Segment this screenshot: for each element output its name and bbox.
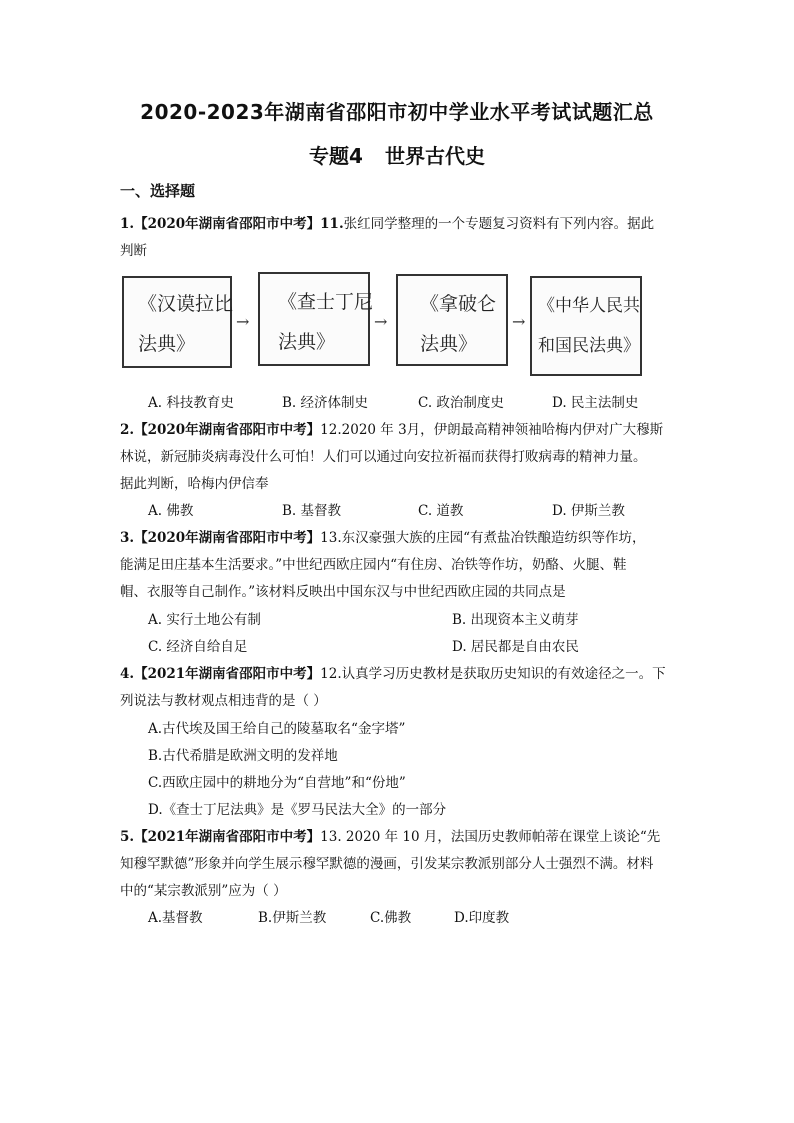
question-4-option-d: D.《查士丁尼法典》是《罗马民法大全》的一部分 — [148, 802, 447, 818]
flow-box-label: 法典》 — [420, 333, 478, 355]
flow-box-label: 和国民法典》 — [538, 336, 640, 356]
question-4-line-1 — [120, 662, 666, 682]
question-3-text: 13.东汉豪强大族的庄园“有煮盐冶铁酿造纺织等作坊， — [320, 530, 646, 546]
question-5-line-1 — [120, 825, 660, 845]
question-2-source: 【2020年湖南省邵阳市中考】 — [134, 422, 321, 438]
flow-box-hammurabi — [122, 276, 232, 368]
question-3-option-a: A. 实行土地公有制 — [148, 612, 261, 628]
flow-arrow-icon: → — [236, 312, 250, 331]
flow-box-civil-code — [530, 276, 642, 376]
question-1-line-2: 判断 — [120, 243, 147, 259]
flow-box-napoleon — [396, 274, 508, 366]
question-2-line-2: 林说，新冠肺炎病毒没什么可怕！人们可以通过向安拉祈福而获得打败病毒的精神力量。 — [120, 449, 647, 465]
flow-arrow-icon: → — [374, 312, 388, 331]
flow-box-label: 法典》 — [278, 331, 336, 353]
question-2-option-d: D. 伊斯兰教 — [552, 503, 625, 519]
question-5-option-c: C.佛教 — [370, 910, 412, 926]
flow-box-label: 《查士丁尼 — [278, 291, 374, 313]
document-title: 2020-2023年湖南省邵阳市初中学业水平考试试题汇总 — [140, 100, 654, 124]
question-3-option-b: B. 出现资本主义萌芽 — [452, 612, 579, 628]
question-4-number: 4. — [120, 666, 135, 682]
question-5-text: 13. 2020 年 10 月，法国历史教师帕蒂在课堂上谈论“先 — [320, 829, 661, 845]
subtitle-topic-number: 专题4 — [309, 144, 363, 168]
question-5-option-b: B.伊斯兰教 — [258, 910, 327, 926]
flow-arrow-icon: → — [512, 312, 526, 331]
question-1-option-c: C. 政治制度史 — [418, 395, 504, 411]
question-4-option-b: B.古代希腊是欧洲文明的发祥地 — [148, 748, 338, 764]
flow-box-justinian — [258, 272, 374, 366]
question-4-option-a: A.古代埃及国王给自己的陵墓取名“金字塔” — [148, 721, 406, 737]
flow-box-label: 《拿破仑 — [420, 293, 497, 315]
question-1-number: 1. — [120, 216, 135, 232]
question-3-option-d: D. 居民都是自由农民 — [452, 639, 579, 655]
question-2-option-c: C. 道教 — [418, 503, 464, 519]
question-5-option-a: A.基督教 — [148, 910, 203, 926]
question-1-option-a: A. 科技教育史 — [148, 395, 234, 411]
question-2-text: 12.2020 年 3月，伊朗最高精神领袖哈梅内伊对广大穆斯 — [320, 422, 664, 438]
question-1-source: 【2020年湖南省邵阳市中考】11. — [134, 216, 344, 232]
question-4-option-c: C.西欧庄园中的耕地分为“自营地”和“份地” — [148, 775, 406, 791]
question-4-source: 【2021年湖南省邵阳市中考】 — [134, 666, 321, 682]
question-3-number: 3. — [120, 530, 135, 546]
flow-box-label: 《中华人民共 — [538, 296, 640, 316]
question-3-line-2: 能满足田庄基本生活要求。”中世纪西欧庄园内“有住房、冶铁等作坊，奶酪、火腿、鞋 — [120, 557, 627, 573]
flow-box-label: 法典》 — [138, 333, 196, 355]
question-5-line-2: 知穆罕默德”形象并向学生展示穆罕默德的漫画，引发某宗教派别部分人士强烈不满。材料 — [120, 856, 654, 872]
question-3-source: 【2020年湖南省邵阳市中考】 — [134, 530, 321, 546]
question-3-line-3: 帽、衣服等自己制作。”该材料反映出中国东汉与中世纪西欧庄园的共同点是 — [120, 584, 566, 600]
question-5-number: 5. — [120, 829, 135, 845]
section-heading: 一、选择题 — [120, 182, 196, 200]
question-5-line-3: 中的“某宗教派别”应为（ ） — [120, 883, 287, 899]
flow-box-label: 《汉谟拉比 — [138, 293, 234, 315]
question-2-line-1 — [120, 418, 663, 438]
question-4-line-2: 列说法与教材观点相违背的是（ ） — [120, 693, 327, 709]
question-2-line-3: 据此判断，哈梅内伊信奉 — [120, 476, 269, 492]
question-3-line-1 — [120, 526, 646, 546]
question-1-option-d: D. 民主法制史 — [552, 395, 639, 411]
question-1-text: 张红同学整理的一个专题复习资料有下列内容。据此 — [343, 216, 655, 232]
question-1-option-b: B. 经济体制史 — [282, 395, 369, 411]
question-2-option-b: B. 基督教 — [282, 503, 342, 519]
law-flow-diagram — [122, 268, 642, 380]
question-5-source: 【2021年湖南省邵阳市中考】 — [134, 829, 321, 845]
subtitle-topic-name: 世界古代史 — [384, 144, 485, 168]
question-2-option-a: A. 佛教 — [148, 503, 194, 519]
question-4-text: 12.认真学习历史教材是获取历史知识的有效途径之一。下 — [320, 666, 666, 682]
document-subtitle — [0, 140, 794, 169]
question-1-line-1 — [120, 212, 654, 232]
question-5-option-d: D.印度教 — [454, 910, 510, 926]
question-3-option-c: C. 经济自给自足 — [148, 639, 248, 655]
question-2-number: 2. — [120, 422, 135, 438]
